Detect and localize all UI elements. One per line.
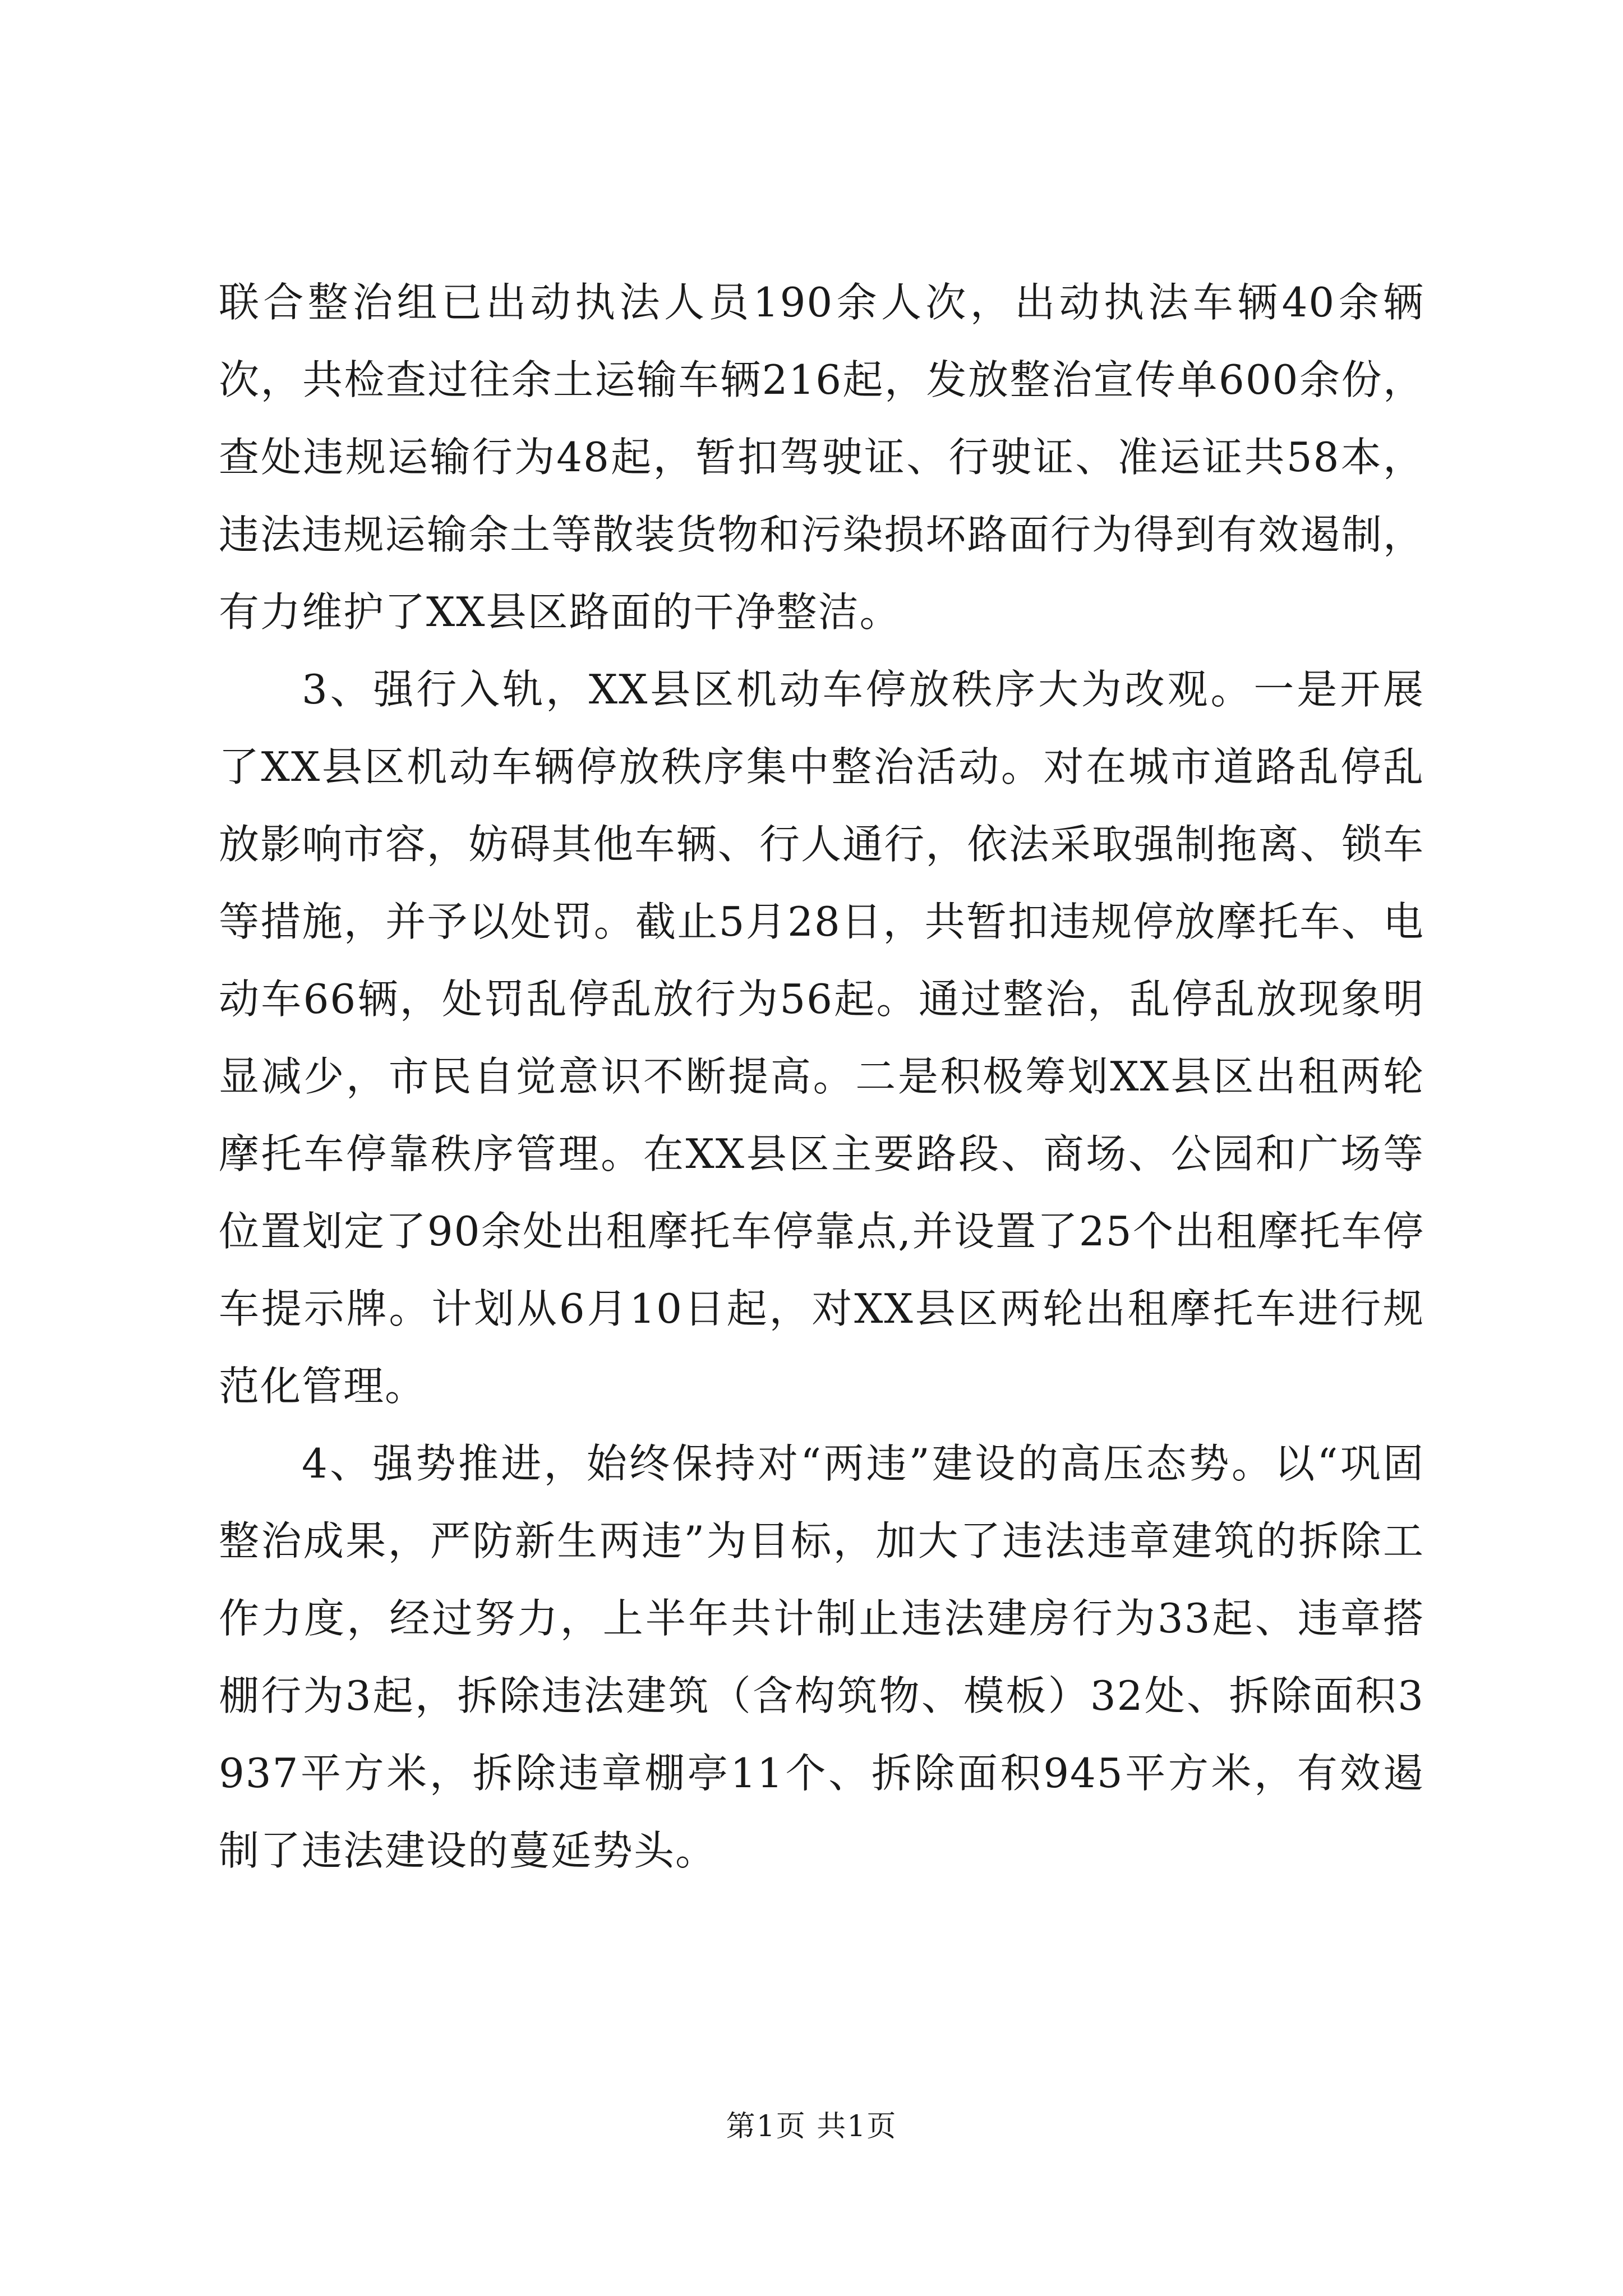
document-body [219,264,1424,1889]
paragraph-vehicle-parking: 3、强行入轨，XX县区机动车停放秩序大为改观。一是开展了XX县区机动车辆停放秩序集中整治活动。对在城市道路乱停乱放影响市容，妨碍其他车辆、行人通行，依法采取强制拖离、锁车等措施，并予以处罚。截止5月28日，共暂扣违规停放摩托车、电动车66辆，处罚乱停乱放行为56起。通过整治，乱停乱放现象明显减少，市民自觉意识不断提高。二是积极筹划XX县区出租两轮摩托车停靠秩序管理。在XX县区主要路段、商场、公园和广场等位置划定了90余处出租摩托车停靠点,并设置了25个出租摩托车停车提示牌。计划从6月10日起，对XX县区两轮出租摩托车进行规范化管理。 [219,666,1424,1410]
paragraph-illegal-construction: 4、强势推进，始终保持对“两违”建设的高压态势。以“巩固整治成果，严防新生两违”为目标，加大了违法违章建筑的拆除工作力度，经过努力，上半年共计制止违法建房行为33起、违章搭棚行为3起，拆除违法建筑（含构筑物、模板）32处、拆除面积3937平方米，拆除违章棚亭11个、拆除面积945平方米，有效遏制了违法建设的蔓延势头。 [219,1440,1424,1874]
page-number-footer: 第1页 共1页 [726,2110,897,2143]
paragraph-enforcement-summary: 联合整治组已出动执法人员190余人次，出动执法车辆40余辆次，共检查过往余土运输车辆216起，发放整治宣传单600余份，查处违规运输行为48起，暂扣驾驶证、行驶证、准运证共58本，违法违规运输余土等散装货物和污染损坏路面行为得到有效遏制，有力维护了XX县区路面的干净整洁。 [219,279,1424,636]
